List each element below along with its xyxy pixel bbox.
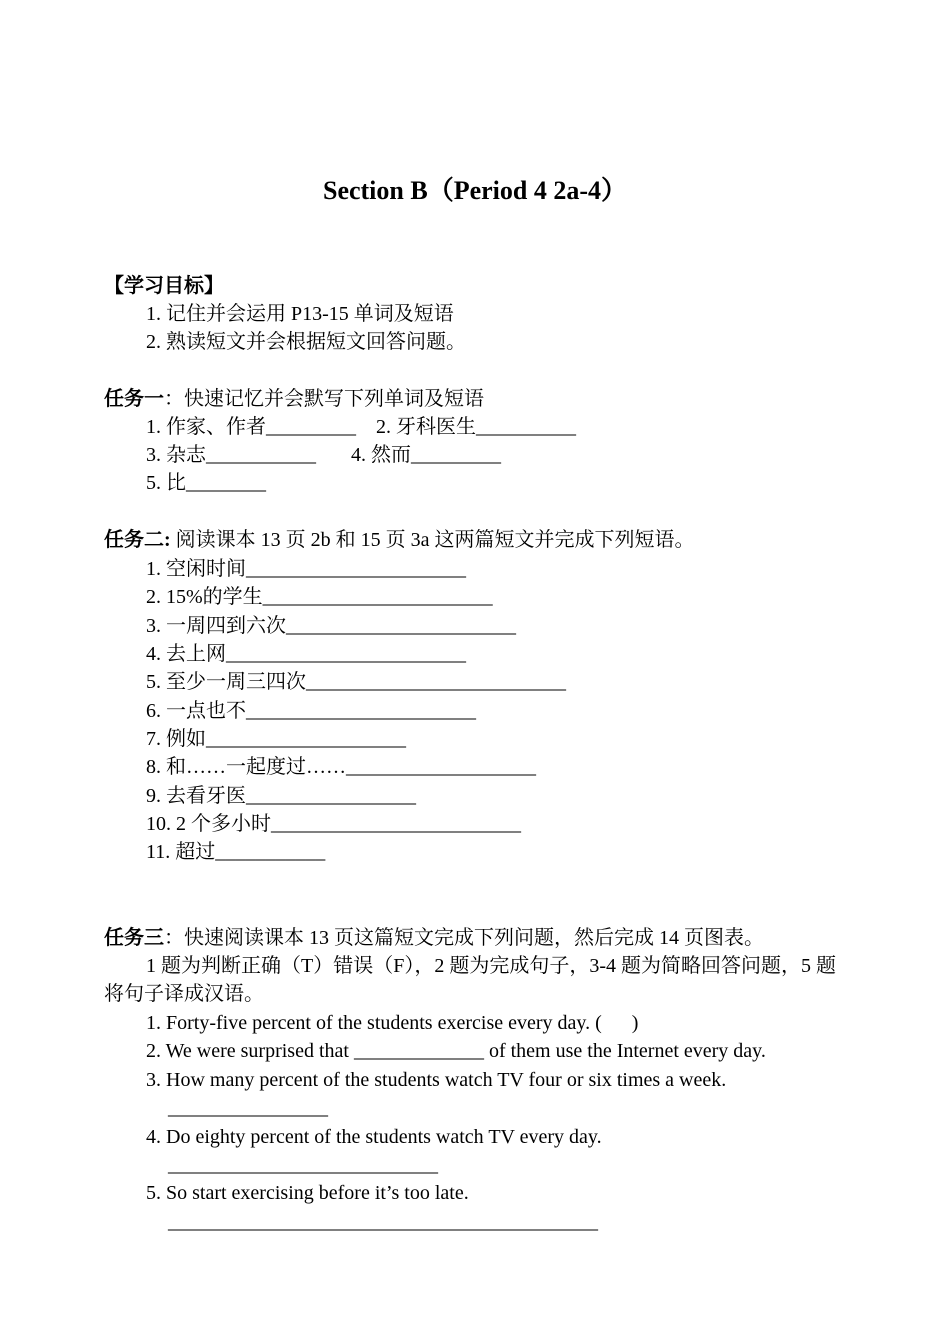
task2-item: 6. 一点也不_______________________ (146, 700, 476, 722)
task3-text: ：快速阅读课本 13 页这篇短文完成下列问题，然后完成 14 页图表。 (164, 927, 764, 949)
question-1: 1. Forty-five percent of the students exercise every day. ( ) (146, 1012, 639, 1034)
answer-line-3: ________________ (168, 1097, 328, 1119)
task1-row: 5. 比________ (146, 472, 266, 494)
task3-heading (104, 924, 764, 952)
task1-heading (104, 385, 484, 413)
answer-line-4: ___________________________ (168, 1154, 438, 1176)
task2-item: 7. 例如____________________ (146, 728, 406, 750)
objective-item: 2. 熟读短文并会根据短文回答问题。 (146, 331, 466, 353)
task3-instruction: 将句子译成汉语。 (104, 983, 264, 1005)
task2-item: 10. 2 个多小时_________________________ (146, 813, 521, 835)
question-5: 5. So start exercising before it’s too late. (146, 1182, 469, 1204)
answer-line-5: ___________________________________________ (168, 1211, 598, 1233)
task2-text: 阅读课本 13 页 2b 和 15 页 3a 这两篇短文并完成下列短语。 (170, 529, 695, 551)
task1-label: 任务一 (104, 388, 164, 410)
task2-item: 5. 至少一周三四次__________________________ (146, 671, 566, 693)
task2-item: 4. 去上网________________________ (146, 643, 466, 665)
task2-item: 1. 空闲时间______________________ (146, 558, 466, 580)
task2-item: 3. 一周四到六次_______________________ (146, 615, 516, 637)
task3-instruction: 1 题为判断正确（T）错误（F），2 题为完成句子，3-4 题为简略回答问题，5 题 (146, 955, 836, 977)
task2-item: 11. 超过___________ (146, 841, 326, 863)
objectives-heading: 【学习目标】 (104, 275, 224, 297)
task1-row: 1. 作家、作者_________ 2. 牙科医生__________ (146, 416, 576, 438)
task2-label: 任务二: (104, 529, 171, 551)
task1-row: 3. 杂志___________ 4. 然而_________ (146, 444, 501, 466)
question-2: 2. We were surprised that _____________ of them use the Internet every day. (146, 1040, 766, 1062)
objective-item: 1. 记住并会运用 P13-15 单词及短语 (146, 303, 454, 325)
task2-item: 8. 和……一起度过……___________________ (146, 756, 536, 778)
question-3: 3. How many percent of the students watch TV four or six times a week. (146, 1069, 727, 1091)
task1-text: ：快速记忆并会默写下列单词及短语 (164, 388, 484, 410)
page-title: Section B（Period 4 2a-4） (322, 176, 628, 205)
task2-item: 9. 去看牙医_________________ (146, 785, 416, 807)
task2-item: 2. 15%的学生_______________________ (146, 586, 493, 608)
task3-label: 任务三 (104, 927, 164, 949)
question-4: 4. Do eighty percent of the students watch TV every day. (146, 1126, 602, 1148)
task2-heading (104, 526, 695, 554)
